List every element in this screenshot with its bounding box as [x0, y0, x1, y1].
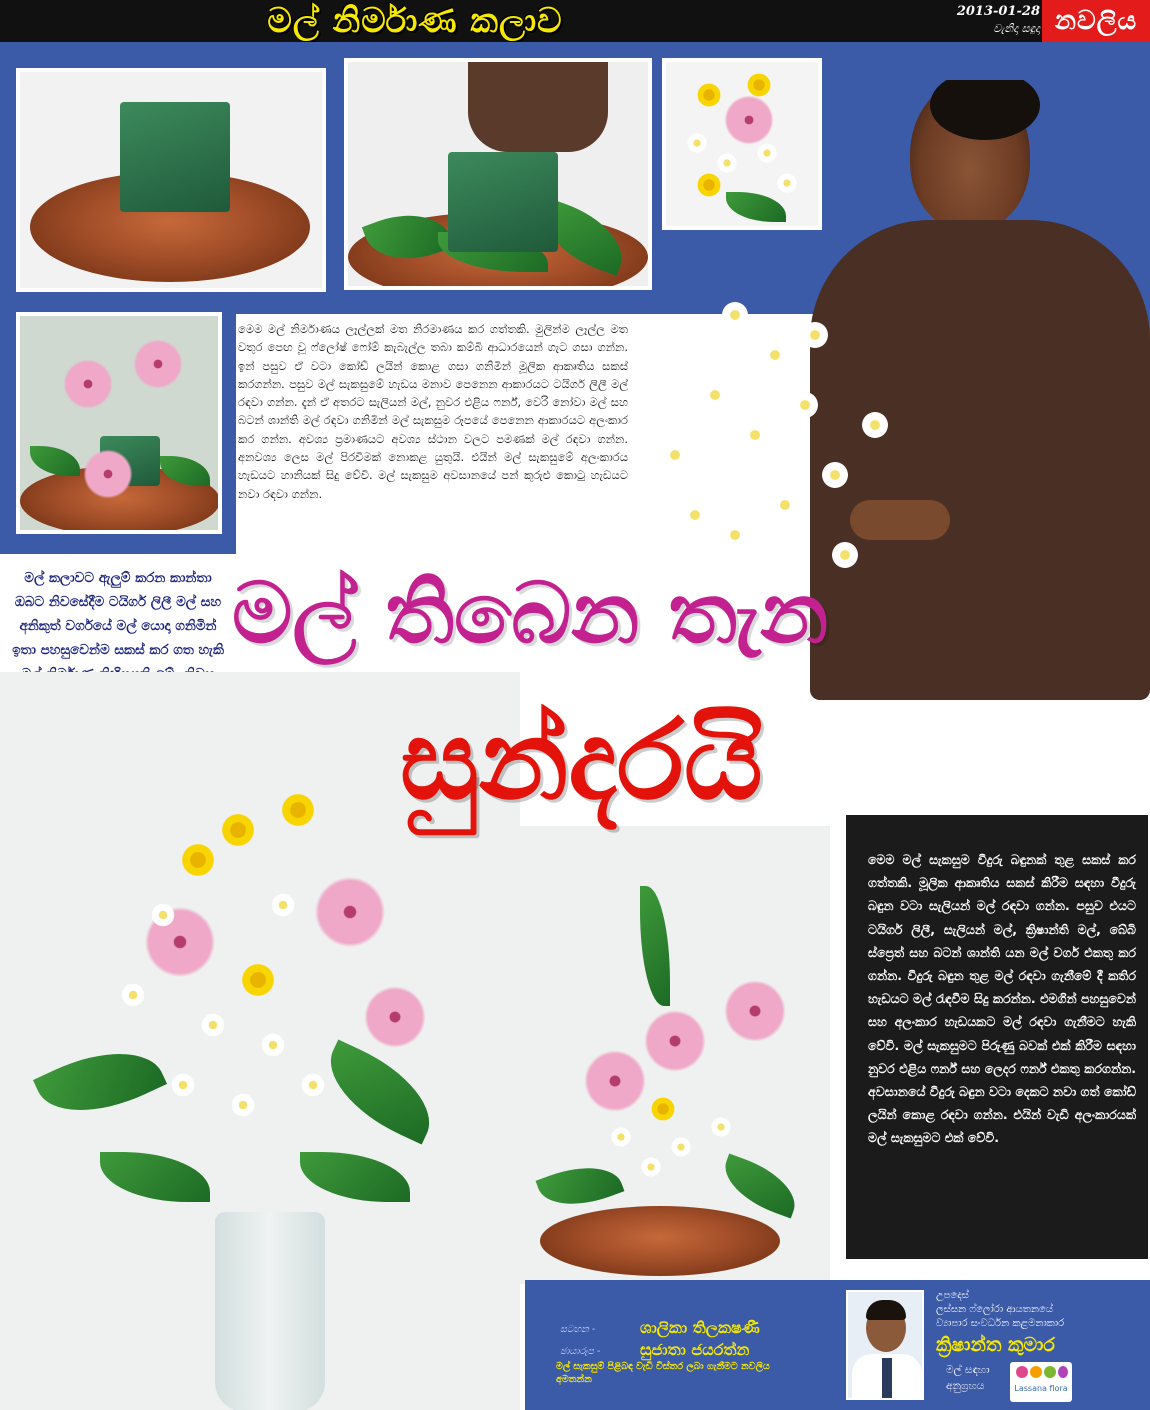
photographer-label: ඡායාරූප - [560, 1346, 601, 1357]
writer-name: ශාලිකා තිලකෂණී [640, 1318, 760, 1337]
intro-text: මල් කලාවට ඇලුම් කරන කාන්තා ඔබට නිවසේදීම ටයිගර් ලිලී මල් සහ අනිකුත් වර්ගයේ මල් යොදා ගනිමින් ඉතා පහසුවෙන්ම සකස් කර ගත හැකි [12, 570, 224, 658]
photographer-name: සුජාතා ජයරත්න [640, 1340, 750, 1359]
wood-base-arrangement-photo [520, 826, 830, 1284]
article-box-text: මෙම මල් සැකසුම වීදුරු බඳුනක් තුළ සකස් කර ගත්තකි. මූලික ආකෘතිය සකස් කිරීම සඳහා වීදුරු බඳුන වටා සැලියන් මල් රඳවා ගන්න. පසුව එයට ටයිගර් ලිලී, සැලියන් මල්, ක්‍රිෂාන්ති මල්, බේබි ස්ප්‍රෙත් සහ බටන් ශාන්ති යන මල් වර්ග එකතු කර ගන්න. වීදුරු බඳුන තුළ මල් රඳවා ගැනීමේ දී කතිර හැඩයට මල් රැඳවීම සිදු කරන්න. එමගින් පහසුවෙන් සහ අලංකාර හැඩයකට මල් රඳවා ගැනීමට හැකි වේවි. මල් සැකසුමට පිරුණු බවක් එක් කිරීම සඳහා නුවර එළිය ෆර්න් සහ ලෙදර ෆර්න් එකතු කරගන්න. අවසානයේ වීදුරු බඳුන වටා දෙකට නවා ගත් කෝඩ් ලයින් කොළ රඳවා ගන්න. එයින් වැඩි අලංකාරයක් මල් සැකසුමට එක් වේවි. [868, 852, 1137, 1146]
advisor-organization: ලස්සන ෆ්ලෝරා ආයතනයේ [936, 1304, 1053, 1315]
brand-logo: නවලිය [1042, 0, 1150, 42]
section-title: මල් නිර්මාණ කලාව [267, 1, 563, 41]
contact-note: මල් සැකසුම් පිළිබඳ වැඩි විස්තර ලබා ගැනීමට නවලිය අමතන්න [556, 1361, 770, 1385]
advisor-name: ක්‍රිෂාන්ත කුමාර [936, 1334, 1055, 1356]
issue-date: 2013-01-28 [956, 4, 1040, 19]
supplement-label: වැනිදා සඳුදා [993, 22, 1040, 35]
step-photo-foam [16, 68, 326, 292]
headline-line-2: සුන්දරයි [400, 696, 763, 824]
sponsor-logo-text: Lassana flora [1014, 1384, 1068, 1393]
sponsor-label-1: මල් සඳහා [946, 1364, 990, 1376]
advisor-label: උපදෙස් [936, 1290, 969, 1301]
sponsor-logo [1010, 1362, 1072, 1402]
sponsor-label-2: අනුග්‍රහය [946, 1380, 985, 1392]
advisor-portrait [846, 1290, 924, 1400]
article-top-text: මෙම මල් නිර්මාණය ලෑල්ලක් මත නිරමාණය කර ගත්තකි. මුලින්ම ලෑල්ල මත වතුර පෙඟ වූ ෆ්ලෝෂ් ෆෝම් කැබැල්ල තබා කම්බි ආධාරයෙන් ගැට ගසා ගන්න. ඉන් පසුව ඒ වටා කෝඩ් ලයින් කොළ ගසා ගනිමින් මූලික ආකෘතිය සකස් කරගන්න. පසුව මල් සැකසුමේ හැඩය මනාව පෙනෙන ආකාරයට ටයිගර් ලිලී මල් රඳවා ගන්න. දැන් ඒ අතරට සැලියන් මල්, නුවර එළිය ෆර්න්, වෙරි නෝවා මල් සහ බටන් ශාන්ති මල් රඳවා ගනිමින් මල් සැකසුම රූපයේ පෙනෙන ආකාරයට අලංකාර කර ගන්න. අවශ්‍ය ප්‍රමාණයට අවශ්‍ය ස්ථාන වලට පමණක් මල් රඳවා ගන්න. අනවශ්‍ය ලෙස මල් පිරවීමක් නොකළ යුතුයි. එයින් මල් සැකසුමේ අලංකාරය හැඩයට හානියක් සිදු වේවි. මල් සැකසුම අවසානයේ පන් කුරුළු කොටු හැඩයට නවා රඳවා ගන්න. [238, 322, 628, 501]
step-photo-lily [16, 312, 222, 534]
writer-label: සටහන - [560, 1324, 596, 1335]
headline-line-1: මල් තිබෙන තැන [232, 564, 829, 662]
advisor-title: ව්‍යාපාර සංවර්ධන කළමනාකාර [936, 1318, 1065, 1329]
